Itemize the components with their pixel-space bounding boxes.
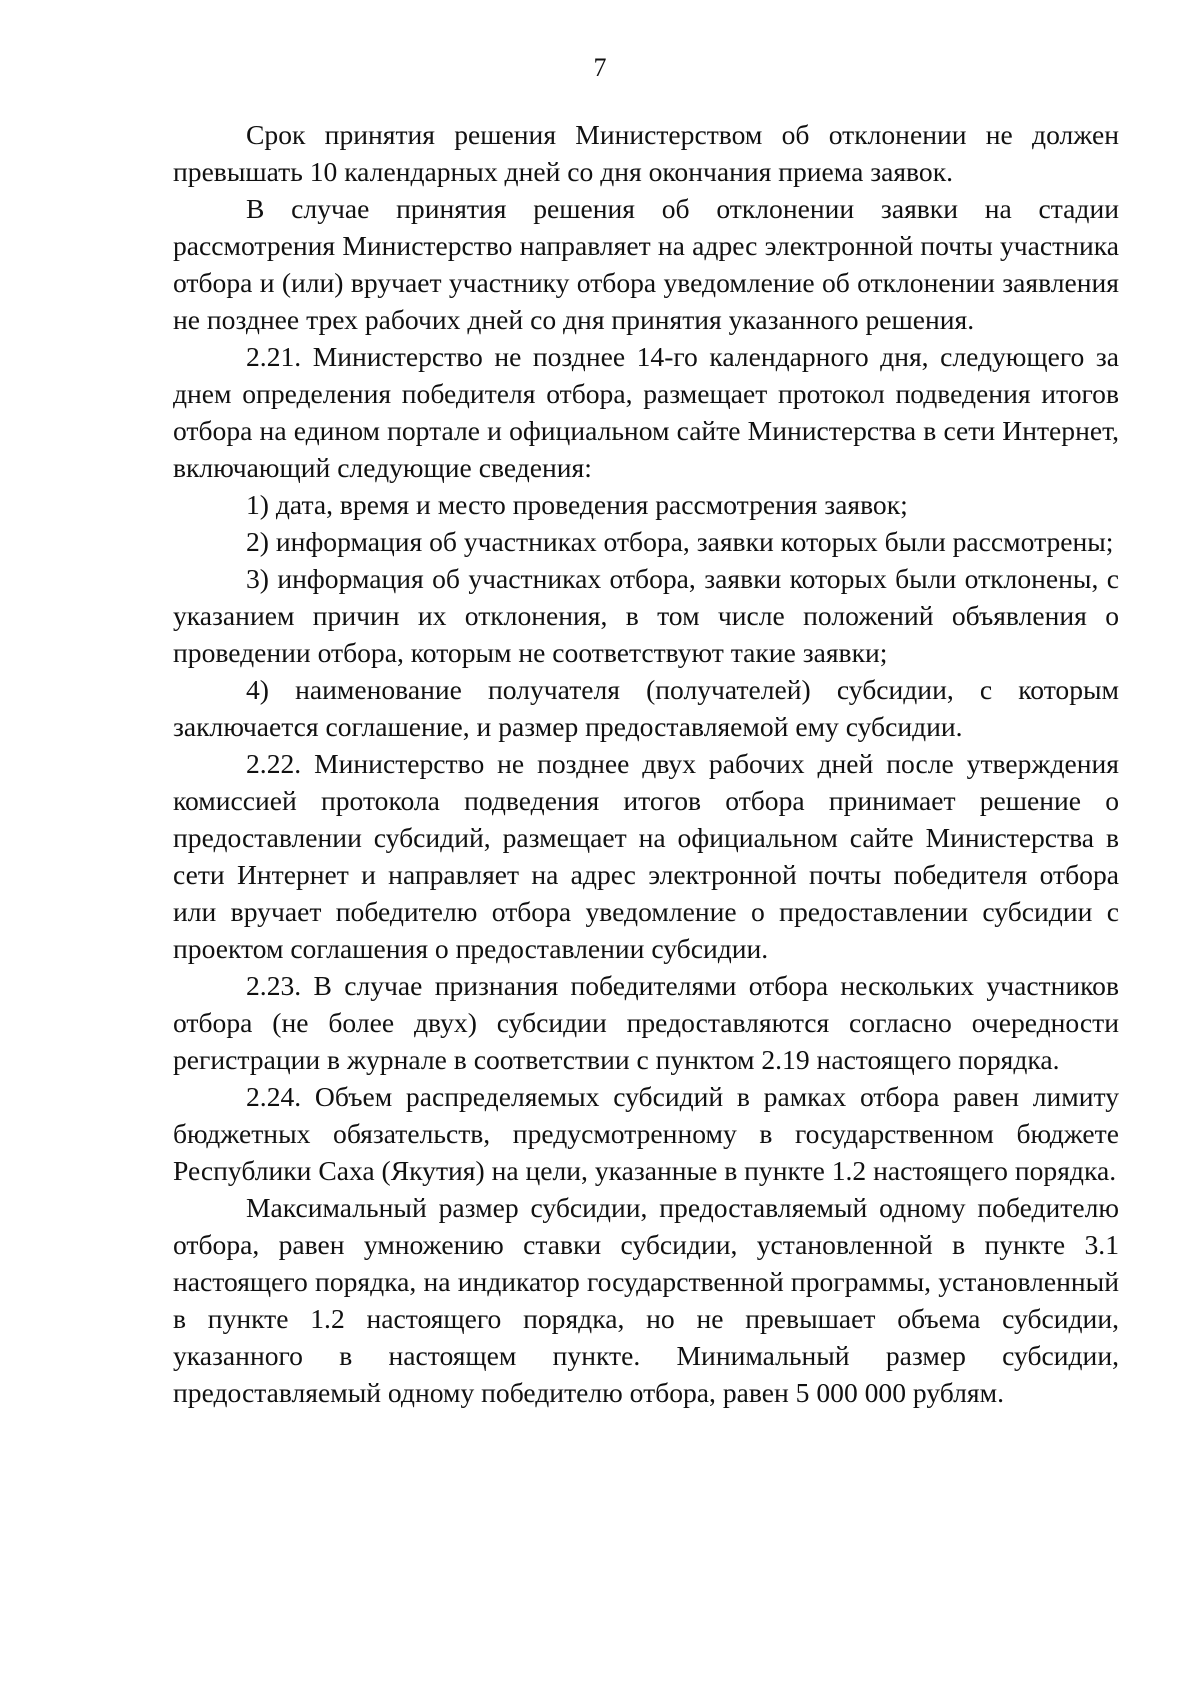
paragraph-max-subsidy: Максимальный размер субсидии, предоставляемый одному победителю отбора, равен умножению ставки субсидии, установленной в пункте 3.1 настоящего порядка, на индикатор государственной программы, установленный в пункте 1.2 настоящего порядка, но не превышает объема субсидии, указанного в настоящем пункте. Минимальный размер субсидии, предоставляемый одному победителю отбора, равен 5 000 000 рублям. <box>173 1192 1119 1408</box>
paragraph-rejection-notice: В случае принятия решения об отклонении заявки на стадии рассмотрения Министерство направляет на адрес электронной почты участника отбора и (или) вручает участнику отбора уведомление об отклонении заявления не позднее трех рабочих дней со дня принятия указанного решения. <box>173 193 1119 335</box>
list-item-1: 1) дата, время и место проведения рассмотрения заявок; <box>246 489 908 520</box>
paragraph-decision-deadline: Срок принятия решения Министерством об отклонении не должен превышать 10 календарных дней со дня окончания приема заявок. <box>173 119 1119 187</box>
document-body <box>173 116 1119 1411</box>
page-number: 7 <box>593 53 607 82</box>
paragraph-2-22: 2.22. Министерство не позднее двух рабочих дней после утверждения комиссией протокола подведения итогов отбора принимает решение о предоставлении субсидий, размещает на официальном сайте Министерства в сети Интернет и направляет на адрес электронной почты победителя отбора или вручает победителю отбора уведомление о предоставлении субсидии с проектом соглашения о предоставлении субсидии. <box>173 748 1119 964</box>
paragraph-2-23: 2.23. В случае признания победителями отбора нескольких участников отбора (не более двух) субсидии предоставляются согласно очередности регистрации в журнале в соответствии с пунктом 2.19 настоящего порядка. <box>173 970 1119 1075</box>
list-item-3: 3) информация об участниках отбора, заявки которых были отклонены, с указанием причин их отклонения, в том числе положений объявления о проведении отбора, которым не соответствуют такие заявки; <box>173 563 1119 668</box>
list-item-4: 4) наименование получателя (получателей) субсидии, с которым заключается соглашение, и размер предоставляемой ему субсидии. <box>173 674 1119 742</box>
paragraph-2-24: 2.24. Объем распределяемых субсидий в рамках отбора равен лимиту бюджетных обязательств, предусмотренному в государственном бюджете Республики Саха (Якутия) на цели, указанные в пункте 1.2 настоящего порядка. <box>173 1081 1119 1186</box>
list-item-2: 2) информация об участниках отбора, заявки которых были рассмотрены; <box>246 526 1114 557</box>
paragraph-2-21: 2.21. Министерство не позднее 14-го календарного дня, следующего за днем определения победителя отбора, размещает протокол подведения итогов отбора на едином портале и официальном сайте Министерства в сети Интернет, включающий следующие сведения: <box>173 341 1119 483</box>
